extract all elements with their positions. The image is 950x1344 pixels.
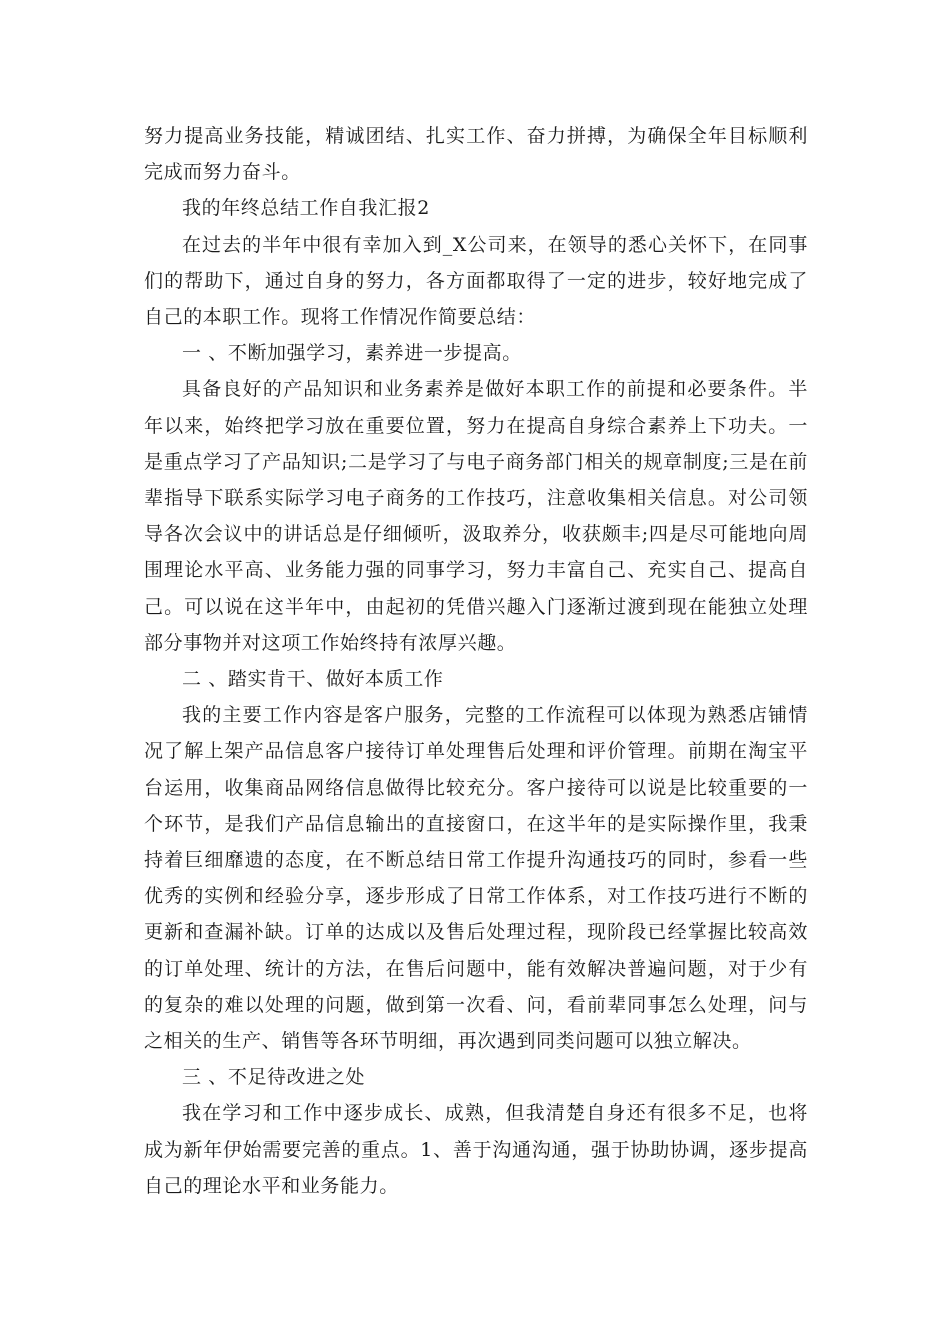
improvement-paragraph: 我在学习和工作中逐步成长、成熟，但我清楚自身还有很多不足，也将成为新年伊始需要完善的重点。1、善于沟通沟通，强于协助协调，逐步提高自己的理论水平和业务能力。 — [144, 1102, 808, 1197]
work-paragraph: 我的主要工作内容是客户服务，完整的工作流程可以体现为熟悉店铺情况了解上架产品信息客户接待订单处理售后处理和评价管理。前期在淘宝平台运用，收集商品网络信息做得比较充分。客户接待可以说是比较重要的一个环节，是我们产品信息输出的直接窗口，在这半年的是实际操作里，我秉持着巨细靡遗的态度，在不断总结日常工作提升沟通技巧的同时，参看一些优秀的实例和经验分享，逐步形成了日常工作体系，对工作技巧进行不断的更新和查漏补缺。订单的达成以及售后处理过程，现阶段已经掌握比较高效的订单处理、统计的方法，在售后问题中，能有效解决普遍问题，对于少有的复杂的难以处理的问题，做到第一次看、问，看前辈同事怎么处理，问与之相关的生产、销售等各环节明细，再次遇到同类问题可以独立解决。 — [144, 704, 808, 1053]
heading-three: 三 、不足待改进之处 — [182, 1066, 366, 1089]
learning-paragraph: 具备良好的产品知识和业务素养是做好本职工作的前提和必要条件。半年以来，始终把学习放在重要位置，努力在提高自身综合素养上下功夫。一是重点学习了产品知识;二是学习了与电子商务部门相关的规章制度;三是在前辈指导下联系实际学习电子商务的工作技巧，注意收集相关信息。对公司领导各次会议中的讲话总是仔细倾听，汲取养分，收获颇丰;四是尽可能地向周围理论水平高、业务能力强的同事学习，努力丰富自己、充实自己、提高自己。可以说在这半年中，由起初的凭借兴趣入门逐渐过渡到现在能独立处理部分事物并对这项工作始终持有浓厚兴趣。 — [144, 378, 808, 654]
document-body — [144, 118, 808, 1204]
paragraph-continuation: 努力提高业务技能，精诚团结、扎实工作、奋力拼搏，为确保全年目标顺利完成而努力奋斗。 — [144, 125, 808, 184]
heading-one: 一 、不断加强学习，素养进一步提高。 — [182, 342, 522, 365]
heading-two: 二 、踏实肯干、做好本质工作 — [182, 668, 444, 691]
section-title: 我的年终总结工作自我汇报2 — [182, 197, 430, 220]
intro-paragraph: 在过去的半年中很有幸加入到_X公司来，在领导的悉心关怀下，在同事们的帮助下，通过自身的努力，各方面都取得了一定的进步，较好地完成了自己的本职工作。现将工作情况作简要总结： — [144, 233, 808, 329]
